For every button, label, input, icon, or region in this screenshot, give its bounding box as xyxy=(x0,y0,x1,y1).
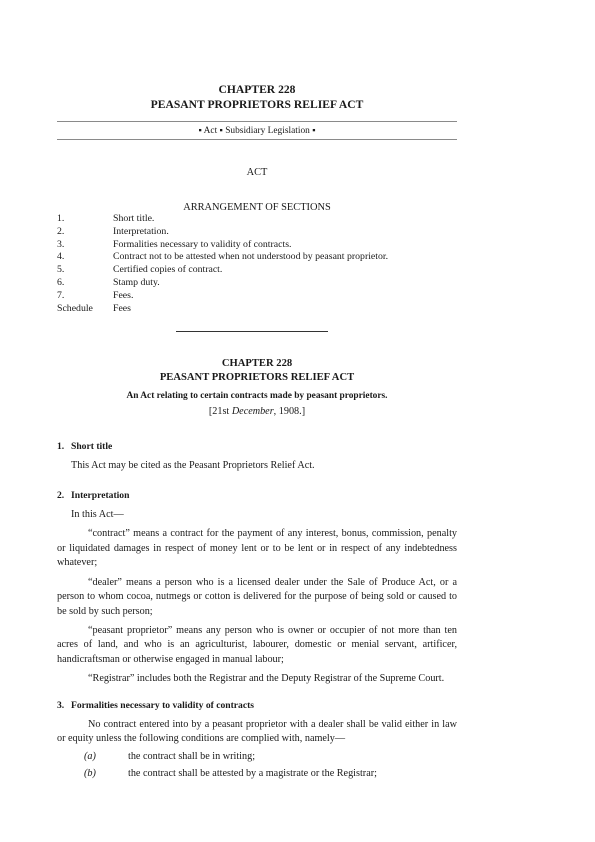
definition: “Registrar” includes both the Registrar and the Deputy Registrar of the Supreme Court. xyxy=(88,673,445,685)
toc-row[interactable] xyxy=(57,290,457,303)
header-rule-top xyxy=(57,121,457,122)
subsidiary-legislation-link[interactable]: Subsidiary Legislation xyxy=(225,126,310,136)
toc-number: 5. xyxy=(57,264,65,276)
body-header xyxy=(57,357,457,385)
bullet: ▪ xyxy=(217,126,226,136)
toc-title: Contract not to be attested when not understood by peasant proprietor. xyxy=(113,251,389,263)
chapter-number: CHAPTER 228 xyxy=(218,83,296,96)
toc-row[interactable] xyxy=(57,251,457,264)
toc-row[interactable] xyxy=(57,303,457,316)
section-heading-text: Short title xyxy=(71,441,113,452)
section-text: No contract entered into by a peasant proprietor with a dealer shall be valid either in law or equity unless the following conditions are complied with, namely— xyxy=(57,718,457,745)
toc-number: 2. xyxy=(57,225,65,237)
item-text: the contract shall be in writing; xyxy=(128,750,256,762)
section-number: 1. xyxy=(57,441,65,452)
toc-row[interactable] xyxy=(57,239,457,252)
section-text: This Act may be cited as the Peasant Proprietors Relief Act. xyxy=(71,459,315,471)
legislation-links xyxy=(57,125,457,138)
bullet: ▪ xyxy=(309,126,316,136)
toc-number: 3. xyxy=(57,238,65,250)
header-rule-bottom xyxy=(57,139,457,140)
definition: “contract” means a contract for the payment of any interest, bonus, commission, penalty or liquidated damages in respect of money lent or to be lent or in respect of any indebtedness whatever; xyxy=(57,528,457,569)
list-item xyxy=(57,767,457,781)
toc-title: Short title. xyxy=(113,213,155,224)
toc-title: Stamp duty. xyxy=(113,276,160,288)
long-title: An Act relating to certain contracts made by peasant proprietors. xyxy=(126,391,388,401)
toc-row[interactable] xyxy=(57,277,457,290)
section-number: 3. xyxy=(57,700,65,711)
toc-row[interactable] xyxy=(57,264,457,277)
commencement-date xyxy=(57,405,457,419)
date-part: , 1908.] xyxy=(273,406,306,417)
section-divider xyxy=(176,331,328,332)
definition: “peasant proprietor” means any person who is owner or occupier of not more than ten acres of land, and who is an agriculturist, labourer, domestic or menial servant, artificer, handicraftsman or otherwise engaged in manual labour; xyxy=(57,625,457,665)
section-intro: In this Act— xyxy=(71,508,124,520)
toc-number: 7. xyxy=(57,289,65,301)
section-heading-text: Interpretation xyxy=(71,490,130,501)
section-1 xyxy=(57,440,457,473)
toc-title: Fees. xyxy=(113,289,134,301)
definition: “dealer” means a person who is a licensed dealer under the Sale of Produce Act, or a person to whom cocoa, nutmegs or cotton is delivered for the purpose of being sold or caused to be sold by such person; xyxy=(57,576,457,617)
act-title: PEASANT PROPRIETORS RELIEF ACT xyxy=(150,98,364,111)
act-link[interactable]: Act xyxy=(203,126,218,136)
item-label: (a) xyxy=(84,750,96,762)
toc-title: Formalities necessary to validity of contracts. xyxy=(113,238,292,250)
section-heading-text: Formalities necessary to validity of contracts xyxy=(71,700,255,711)
bullet: ▪ xyxy=(198,126,204,136)
toc-title: Certified copies of contract. xyxy=(113,264,223,276)
act-title: PEASANT PROPRIETORS RELIEF ACT xyxy=(159,372,355,383)
list-item xyxy=(57,750,457,764)
item-text: the contract shall be attested by a magistrate or the Registrar; xyxy=(128,768,377,780)
toc-number: Schedule xyxy=(57,302,93,314)
chapter-number: CHAPTER 228 xyxy=(221,358,293,369)
section-heading xyxy=(57,440,457,454)
toc-row[interactable] xyxy=(57,226,457,239)
section-3 xyxy=(57,699,457,782)
section-number: 2. xyxy=(57,490,65,501)
arrangement-heading: ARRANGEMENT OF SECTIONS xyxy=(183,202,331,213)
date-month: December xyxy=(231,406,274,417)
toc-title: Interpretation. xyxy=(113,225,169,237)
date-part: [21st xyxy=(208,406,232,417)
toc-row[interactable] xyxy=(57,213,457,226)
toc-number: 4. xyxy=(57,251,65,263)
arrangement-list xyxy=(57,213,457,315)
act-label: ACT xyxy=(246,167,268,178)
toc-number: 6. xyxy=(57,276,65,288)
section-heading xyxy=(57,489,457,503)
toc-title: Fees xyxy=(113,302,131,314)
toc-number: 1. xyxy=(57,213,65,224)
item-label: (b) xyxy=(84,768,96,780)
section-2 xyxy=(57,489,457,687)
document-header xyxy=(57,82,457,112)
section-heading xyxy=(57,699,457,713)
